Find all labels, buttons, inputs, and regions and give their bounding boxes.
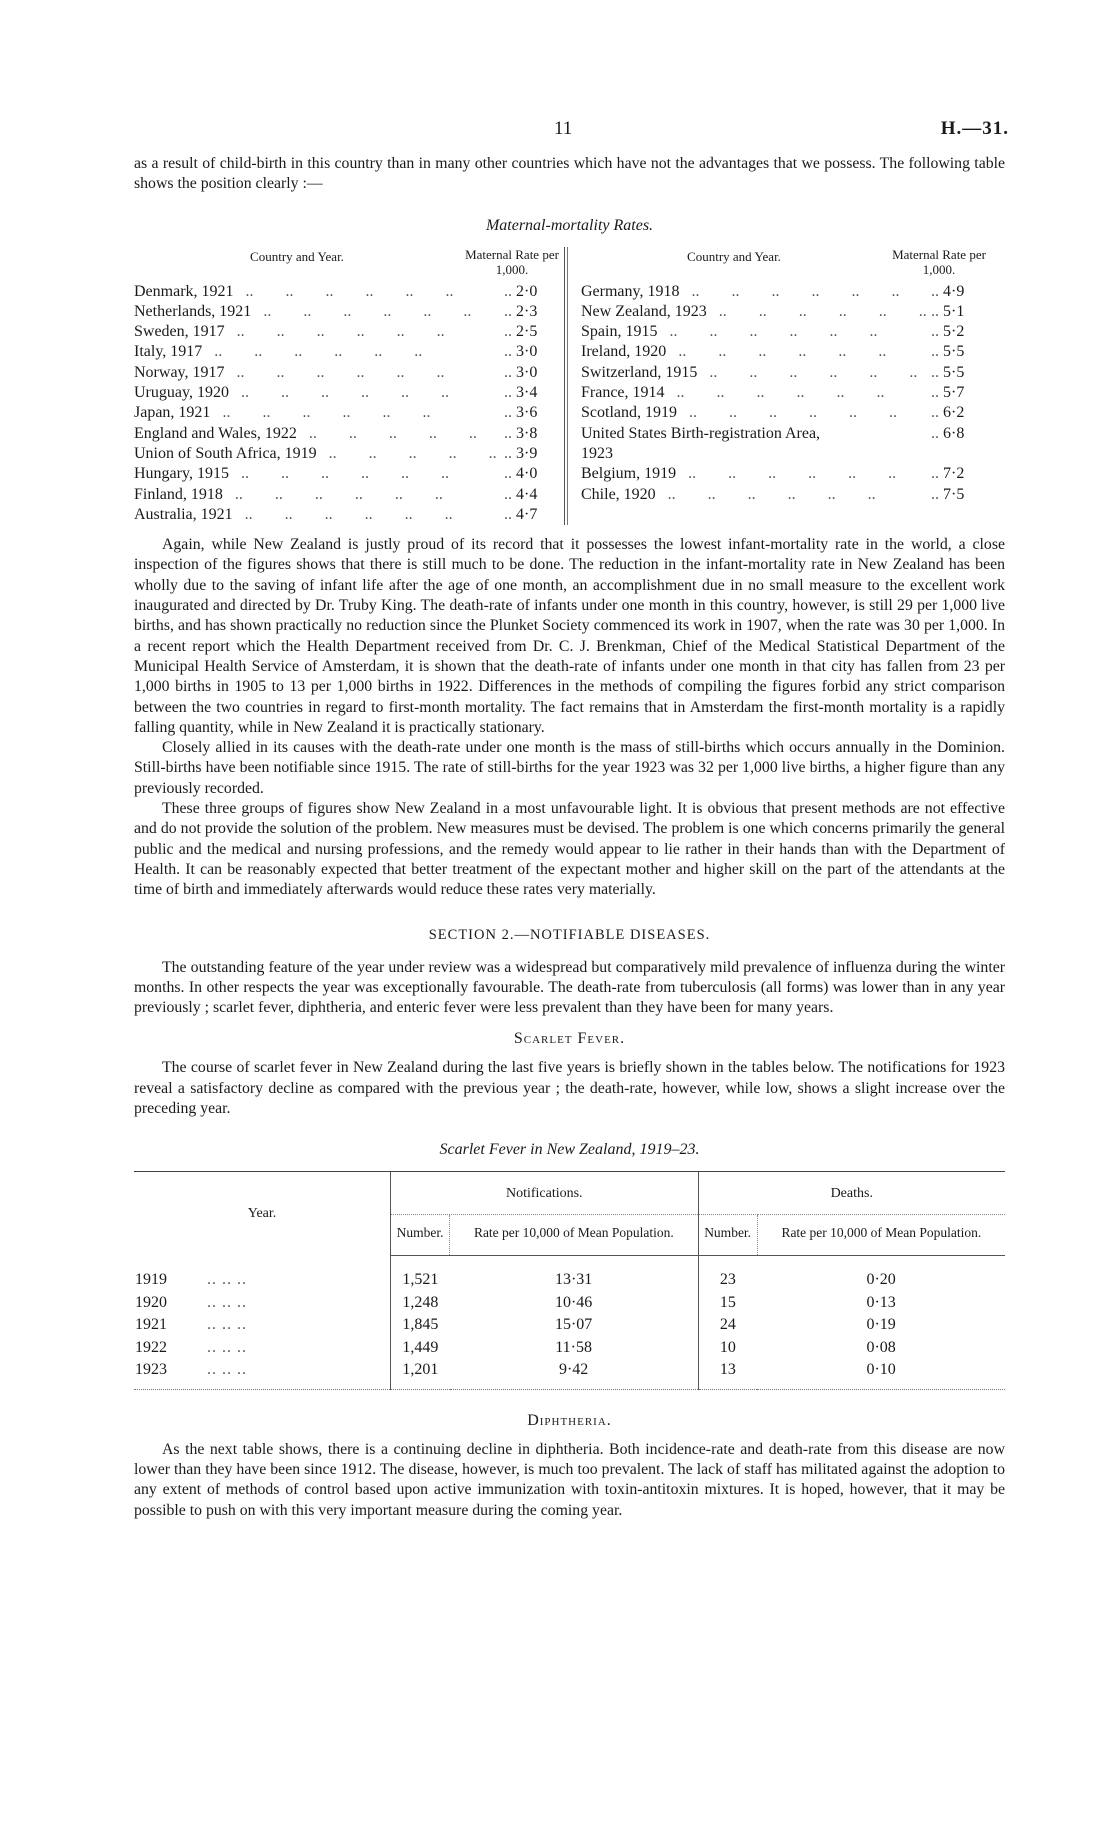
- country-year-cell: Netherlands, 1921 ..: [134, 302, 500, 322]
- country-year-cell: New Zealand, 1923 ..: [581, 302, 927, 322]
- table-row: [134, 1292, 1005, 1315]
- scarlet-fever-heading: Scarlet Fever.: [513, 1030, 626, 1048]
- table-row: [134, 1256, 1005, 1292]
- column-header-deaths-rate: Rate per 10,000 of Mean Population.: [757, 1215, 1005, 1256]
- country-year-cell: United States Birth-registration Area,: [581, 424, 821, 442]
- maternal-rate-cell: [927, 444, 991, 464]
- country-year-cell: France, 1914 ..: [581, 383, 927, 403]
- maternal-table-right-column: [564, 247, 991, 526]
- maternal-rate-cell: .. 5·2: [927, 322, 991, 342]
- page-number: 11: [554, 118, 573, 139]
- maternal-table-row: [134, 424, 564, 444]
- maternal-rate-cell: .. 4·4: [500, 485, 564, 505]
- country-year-cell: Uruguay, 1920 ..: [134, 383, 500, 403]
- country-year-cell: Japan, 1921 ..: [134, 403, 500, 423]
- notifications-rate-cell: 9·42: [450, 1359, 698, 1389]
- maternal-rate-cell: .. 7·2: [927, 464, 991, 484]
- deaths-rate-cell: 0·19: [866, 1316, 896, 1334]
- table-row: [134, 1337, 1005, 1360]
- maternal-rate-cell: .. 6·8: [927, 424, 991, 444]
- deaths-rate-cell: 0·13: [866, 1293, 896, 1311]
- maternal-table-row: [134, 444, 564, 464]
- deaths-rate-cell: 0·08: [866, 1338, 896, 1356]
- maternal-table-row: [581, 322, 991, 342]
- country-year-cell: Sweden, 1917 ..: [134, 322, 500, 342]
- leader-dots: .. .. ..: [207, 1293, 247, 1311]
- scarlet-fever-table: [134, 1171, 1005, 1390]
- notifications-rate-cell: 11·58: [555, 1338, 592, 1356]
- maternal-rate-cell: .. 2·3: [500, 302, 564, 322]
- paragraph-infant-mortality: Again, while New Zealand is justly proud of its record that it possesses the lowest infant-mortality rate in the world, a close inspection of the figures shows that there is still much to be done. The reduction in the infant-mortality rate in New Zealand has been wholly due to the saving of infant life after the age of one month, an accomplishment due in no small measure to the excellent work inaugurated and directed by Dr. Truby King. The death-rate of infants under one month in this country, however, is still 29 per 1,000 live births, and has shown practically no reduction since the Plunket Society commenced its work in 1907, when the rate was 30 per 1,000. In a recent report which the Health Department received from Dr. C. J. Brenkman, Chief of the Medical Statistical Department of the Municipal Health Service of Amsterdam, it is shown that the death-rate of infants under one month in that city has fallen from 23 per 1,000 births in 1905 to 13 per 1,000 births in 1922. Differences in the methods of compiling the figures forbid any strict comparison between the two countries in regard to first-month mortality. The fact remains that in Amsterdam the first-month mortality is a rapidly falling quantity, while in New Zealand it is practically stationary.: [134, 536, 1005, 736]
- country-year-cell: 1923: [581, 444, 613, 462]
- column-header-country: Country and Year.: [250, 248, 344, 264]
- group-header-deaths: Deaths.: [698, 1172, 1005, 1215]
- country-year-cell: Chile, 1920 ..: [581, 485, 927, 505]
- notifications-rate-cell: 10·46: [554, 1293, 593, 1311]
- paragraph-diphtheria: As the next table shows, there is a continuing decline in diphtheria. Both incidence-rate and death-rate from this disease are now lower than they have been since 1912. The disease, however, is much too prevalent. The lack of staff has militated against the adoption to any extent of methods of control based upon active immunization with toxin-antitoxin mixtures. It is hoped, however, that it may be possible to push on with this very important measure during the coming year.: [134, 1440, 1005, 1519]
- maternal-rate-cell: .. 5·5: [927, 342, 991, 362]
- column-header-rate: Maternal Rate per 1,000.: [465, 246, 559, 277]
- deaths-number-cell: 10: [698, 1337, 757, 1360]
- year-cell: [134, 1337, 391, 1360]
- maternal-table-row: [134, 383, 564, 403]
- scarlet-table-caption: Scarlet Fever in New Zealand, 1919–23.: [439, 1141, 700, 1159]
- maternal-rate-cell: .. 3·8: [500, 424, 564, 444]
- maternal-table-row: [581, 485, 991, 505]
- leader-dots: .. .. ..: [207, 1338, 247, 1356]
- year-value: 1919: [135, 1271, 167, 1289]
- maternal-table-row: [134, 403, 564, 423]
- group-header-notifications: Notifications.: [391, 1172, 699, 1215]
- maternal-rate-cell: .. 2·0: [500, 282, 564, 302]
- deaths-number-cell: 24: [698, 1314, 757, 1337]
- column-header-deaths-number: Number.: [698, 1215, 757, 1256]
- maternal-table-row: [581, 464, 991, 484]
- maternal-table-row: [581, 363, 991, 383]
- year-value: 1923: [135, 1361, 167, 1379]
- maternal-table-row: [581, 383, 991, 403]
- maternal-table-row: [581, 444, 991, 464]
- deaths-number-cell: 13: [698, 1359, 757, 1389]
- country-year-cell: Hungary, 1915 ..: [134, 464, 500, 484]
- country-year-cell: England and Wales, 1922 ..: [134, 424, 500, 444]
- deaths-rate-cell: 0·10: [757, 1359, 1005, 1389]
- maternal-mortality-table: [134, 247, 1005, 526]
- column-header-country: Country and Year.: [687, 248, 781, 264]
- maternal-rate-cell: .. 2·5: [500, 322, 564, 342]
- table-row: [134, 1359, 1005, 1389]
- maternal-rate-cell: .. 7·5: [927, 485, 991, 505]
- document-reference: H.—31.: [940, 118, 1009, 139]
- maternal-table-row: [134, 485, 564, 505]
- paragraph-still-births: Closely allied in its causes with the death-rate under one month is the mass of still-births which occurs annually in the Dominion. Still-births have been notifiable since 1915. The rate of still-births for the year 1923 was 32 per 1,000 live births, a higher figure than any previously recorded.: [134, 739, 1005, 797]
- maternal-table-header: [134, 247, 564, 277]
- paragraph-unfavourable-light: These three groups of figures show New Zealand in a most unfavourable light. It is obvious that present methods are not effective and do not provide the solution of the problem. New measures must be devised. The problem is one which concerns primarily the general public and the medical and nursing professions, and the remedy would appear to lie rather in their hands than with the Department of Health. It can be reasonably expected that better treatment of the expectant mother and higher skill on the part of the attendants at the time of birth and immediately afterwards would reduce these rates very materially.: [134, 800, 1005, 899]
- country-year-cell: Australia, 1921 ..: [134, 505, 500, 525]
- country-year-cell: Norway, 1917 ..: [134, 363, 500, 383]
- deaths-number-cell: 15: [698, 1292, 757, 1315]
- year-cell: [134, 1359, 391, 1389]
- maternal-rate-cell: .. 3·6: [500, 403, 564, 423]
- maternal-table-row: [581, 302, 991, 322]
- maternal-rate-cell: .. 3·9: [500, 444, 564, 464]
- maternal-rate-cell: .. 4·0: [500, 464, 564, 484]
- maternal-table-row: [134, 302, 564, 322]
- maternal-rate-cell: .. 6·2: [927, 403, 991, 423]
- maternal-rate-cell: .. 5·1: [927, 302, 991, 322]
- column-header-notifications-rate: Rate per 10,000 of Mean Population.: [450, 1215, 698, 1256]
- country-year-cell: Italy, 1917 ..: [134, 342, 500, 362]
- country-year-cell: Germany, 1918 ..: [581, 282, 927, 302]
- maternal-rate-cell: .. 5·5: [927, 363, 991, 383]
- intro-paragraph: as a result of child-birth in this country than in many other countries which have not the advantages that we possess. The following table shows the position clearly :—: [134, 155, 1005, 193]
- year-value: 1921: [135, 1316, 167, 1334]
- year-value: 1920: [135, 1293, 167, 1311]
- country-year-cell: Switzerland, 1915 ..: [581, 363, 927, 383]
- country-year-cell: Belgium, 1919 ..: [581, 464, 927, 484]
- maternal-rate-cell: .. 3·0: [500, 363, 564, 383]
- leader-dots: .. .. ..: [207, 1316, 247, 1334]
- maternal-table-row: [581, 342, 991, 362]
- notifications-number-cell: 1,521: [391, 1256, 450, 1292]
- column-header-rate: Maternal Rate per 1,000.: [892, 246, 986, 277]
- notifications-number-cell: 1,248: [391, 1292, 450, 1315]
- maternal-table-row: [134, 282, 564, 302]
- maternal-rate-cell: .. 4·7: [500, 505, 564, 525]
- running-head: [134, 118, 1009, 154]
- country-year-cell: Scotland, 1919 ..: [581, 403, 927, 423]
- maternal-rate-cell: .. 3·0: [500, 342, 564, 362]
- notifications-number-cell: 1,845: [391, 1314, 450, 1337]
- notifications-number-cell: 1,201: [391, 1359, 450, 1389]
- column-header-notifications-number: Number.: [391, 1215, 450, 1256]
- paragraph-notifiable-diseases: The outstanding feature of the year under review was a widespread but comparatively mild prevalence of influenza during the winter months. In other respects the year was exceptionally favourable. The death-rate from tuberculosis (all forms) was lower than in any year previously ; scarlet fever, diphtheria, and enteric fever were less prevalent than they have been for many years.: [134, 958, 1005, 1017]
- country-year-cell: Spain, 1915 ..: [581, 322, 927, 342]
- maternal-table-header: [581, 247, 991, 277]
- maternal-rate-cell: .. 5·7: [927, 383, 991, 403]
- deaths-rate-cell: 0·20: [866, 1271, 896, 1289]
- year-cell: [134, 1292, 391, 1315]
- country-year-cell: Finland, 1918 ..: [134, 485, 500, 505]
- notifications-rate-cell: 13·31: [554, 1271, 593, 1289]
- maternal-rate-cell: .. 3·4: [500, 383, 564, 403]
- section-2-heading: SECTION 2.—NOTIFIABLE DISEASES.: [428, 926, 711, 943]
- leader-dots: .. .. ..: [207, 1271, 247, 1289]
- notifications-rate-cell: 15·07: [554, 1316, 593, 1334]
- maternal-table-row: [581, 424, 991, 444]
- maternal-table-row: [134, 322, 564, 342]
- maternal-table-row: [134, 342, 564, 362]
- deaths-number-cell: 23: [698, 1256, 757, 1292]
- country-year-cell: Union of South Africa, 1919 ..: [134, 444, 500, 464]
- year-cell: [134, 1256, 391, 1292]
- paragraph-scarlet-fever: The course of scarlet fever in New Zealand during the last five years is briefly shown in the tables below. The notifications for 1923 reveal a satisfactory decline as compared with the previous year ; the death-rate, however, while low, shows a slight increase over the preceding year.: [134, 1059, 1005, 1117]
- maternal-table-row: [134, 505, 564, 525]
- maternal-table-row: [581, 282, 991, 302]
- table-row: [134, 1314, 1005, 1337]
- maternal-table-row: [134, 464, 564, 484]
- column-header-year: Year.: [134, 1172, 391, 1256]
- country-year-cell: Ireland, 1920 ..: [581, 342, 927, 362]
- year-cell: [134, 1314, 391, 1337]
- leader-dots: .. .. ..: [207, 1361, 247, 1379]
- maternal-table-row: [581, 403, 991, 423]
- year-value: 1922: [135, 1338, 167, 1356]
- maternal-rate-cell: .. 4·9: [927, 282, 991, 302]
- maternal-table-left-column: [134, 247, 564, 526]
- diphtheria-heading: Diphtheria.: [527, 1411, 612, 1429]
- notifications-number-cell: 1,449: [391, 1337, 450, 1360]
- country-year-cell: Denmark, 1921 ..: [134, 282, 500, 302]
- maternal-table-row: [134, 363, 564, 383]
- maternal-table-caption: Maternal-mortality Rates.: [485, 216, 654, 234]
